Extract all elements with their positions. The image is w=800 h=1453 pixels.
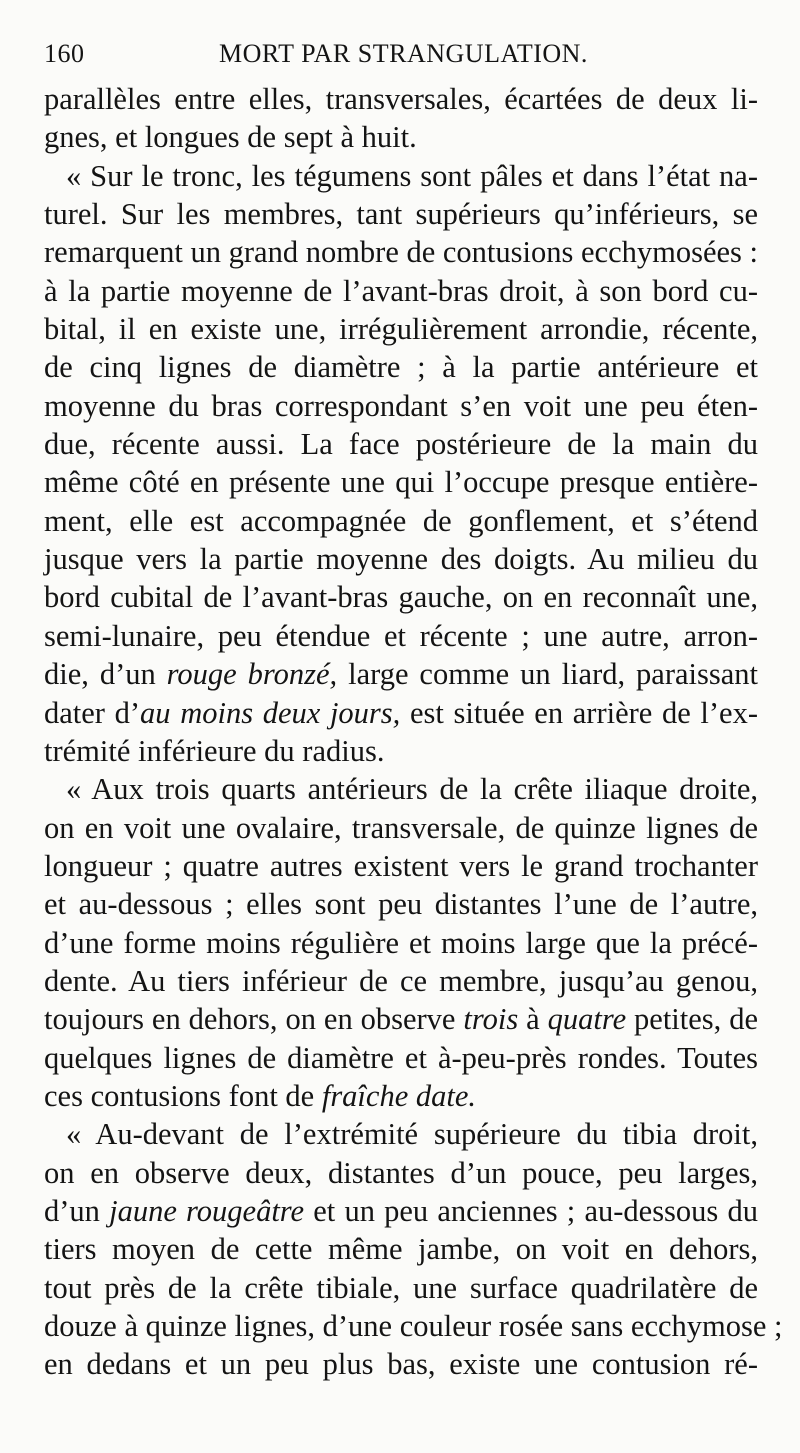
text-run: douze à quinze lignes, d’une couleur rosée sans ecchymose ; xyxy=(44,1309,783,1343)
text-line xyxy=(44,1039,758,1077)
text-line xyxy=(44,655,758,693)
italic-phrase: quatre xyxy=(547,1002,627,1037)
text-line xyxy=(44,1000,758,1038)
body-text xyxy=(44,80,783,1384)
text-line xyxy=(44,847,758,885)
text-line xyxy=(44,694,758,732)
text-line xyxy=(44,502,758,540)
text-line xyxy=(44,387,758,425)
page-number: 160 xyxy=(44,39,85,68)
text-line xyxy=(44,1192,758,1230)
text-run: « Au-devant de l’extrémité supérieure du tibia droit, xyxy=(66,1117,758,1152)
running-head xyxy=(44,34,764,74)
running-title: MORT PAR STRANGULATION. xyxy=(219,39,588,68)
text-run: et au-dessous ; elles sont peu distantes l’une de l’autre, xyxy=(44,887,758,922)
text-run: on en observe deux, distantes d’un pouce, peu larges, xyxy=(44,1155,758,1190)
text-run: même côté en présente une qui l’occupe presque entière- xyxy=(44,465,758,500)
text-run: ces contusions font de xyxy=(44,1078,322,1113)
text-run: tiers moyen de cette même jambe, on voit en dehors, xyxy=(44,1232,758,1267)
text-line xyxy=(44,310,758,348)
text-run: ment, elle est accompagnée de gonflement, et s’étend xyxy=(44,503,758,538)
text-line xyxy=(44,118,758,156)
text-run: moyenne du bras correspondant s’en voit une peu éten- xyxy=(44,388,758,423)
italic-phrase: au moins deux jours, xyxy=(140,695,401,730)
text-run: d’un xyxy=(44,1193,110,1228)
text-line xyxy=(44,80,758,118)
text-run: toujours en dehors, on en observe xyxy=(44,1002,464,1037)
text-run: die, d’un xyxy=(44,657,167,692)
text-run: large comme un liard, paraissant xyxy=(337,657,758,692)
text-line xyxy=(44,1345,758,1383)
text-line xyxy=(44,195,758,233)
text-run: parallèles entre elles, transversales, écartées de deux li- xyxy=(44,82,758,116)
text-line xyxy=(44,1307,783,1345)
text-run: longueur ; quatre autres existent vers le grand trochanter xyxy=(44,848,758,883)
text-run: et un peu anciennes ; au-dessous du xyxy=(304,1193,758,1228)
text-line xyxy=(44,617,758,655)
text-run: remarquent un grand nombre de contusions ecchymosées : xyxy=(44,235,758,270)
italic-phrase: rouge bronzé, xyxy=(166,657,338,692)
text-line xyxy=(44,1154,758,1192)
text-run: due, récente aussi. La face postérieure de la main du xyxy=(44,427,758,462)
text-line xyxy=(44,1269,758,1307)
text-run: semi-lunaire, peu étendue et récente ; une autre, arron- xyxy=(44,618,758,653)
text-line xyxy=(44,962,758,1000)
text-run: petites, de xyxy=(626,1002,758,1037)
text-line xyxy=(44,1230,758,1268)
text-run: on en voit une ovalaire, transversale, de quinze lignes de xyxy=(44,810,758,845)
text-run: tout près de la crête tibiale, une surface quadrilatère de xyxy=(44,1270,758,1305)
text-line xyxy=(44,770,758,808)
text-run: de cinq lignes de diamètre ; à la partie antérieure et xyxy=(44,350,758,385)
text-line xyxy=(44,809,758,847)
text-line xyxy=(44,1115,758,1153)
text-line xyxy=(44,885,758,923)
text-run: bital, il en existe une, irrégulièrement arrondie, récente, xyxy=(44,312,758,347)
italic-phrase: trois xyxy=(463,1002,519,1037)
text-run: en dedans et un peu plus bas, existe une contusion ré- xyxy=(44,1347,758,1382)
text-run: dente. Au tiers inférieur de ce membre, jusqu’au genou, xyxy=(44,963,758,998)
text-run: est située en arrière de l’ex- xyxy=(400,695,758,730)
text-run: « Sur le tronc, les tégumens sont pâles et dans l’état na- xyxy=(66,158,758,193)
text-run: à la partie moyenne de l’avant-bras droit, à son bord cu- xyxy=(44,273,758,308)
text-line xyxy=(44,540,758,578)
text-run: quelques lignes de diamètre et à-peu-près rondes. Toutes xyxy=(44,1040,758,1075)
italic-phrase: jaune rougeâtre xyxy=(109,1193,305,1228)
text-line xyxy=(44,272,758,310)
text-run: dater d’ xyxy=(44,695,141,730)
text-run: à xyxy=(518,1002,548,1037)
text-line xyxy=(44,924,758,962)
text-run: bord cubital de l’avant-bras gauche, on en reconnaît une, xyxy=(44,580,758,615)
text-run: trémité inférieure du radius. xyxy=(44,733,385,768)
text-line xyxy=(44,425,758,463)
text-line xyxy=(44,732,758,770)
text-run: « Aux trois quarts antérieurs de la crête iliaque droite, xyxy=(66,772,758,807)
text-line xyxy=(44,233,758,271)
text-line xyxy=(44,578,758,616)
text-line xyxy=(44,463,758,501)
italic-phrase: fraîche date. xyxy=(321,1078,476,1113)
text-line xyxy=(44,1077,758,1115)
text-line xyxy=(44,348,758,386)
text-run: d’une forme moins régulière et moins large que la précé- xyxy=(44,925,758,960)
text-run: turel. Sur les membres, tant supérieurs qu’inférieurs, se xyxy=(44,197,758,232)
text-line xyxy=(44,157,758,195)
text-run: gnes, et longues de sept à huit. xyxy=(44,120,417,155)
text-run: jusque vers la partie moyenne des doigts. Au milieu du xyxy=(44,542,758,577)
